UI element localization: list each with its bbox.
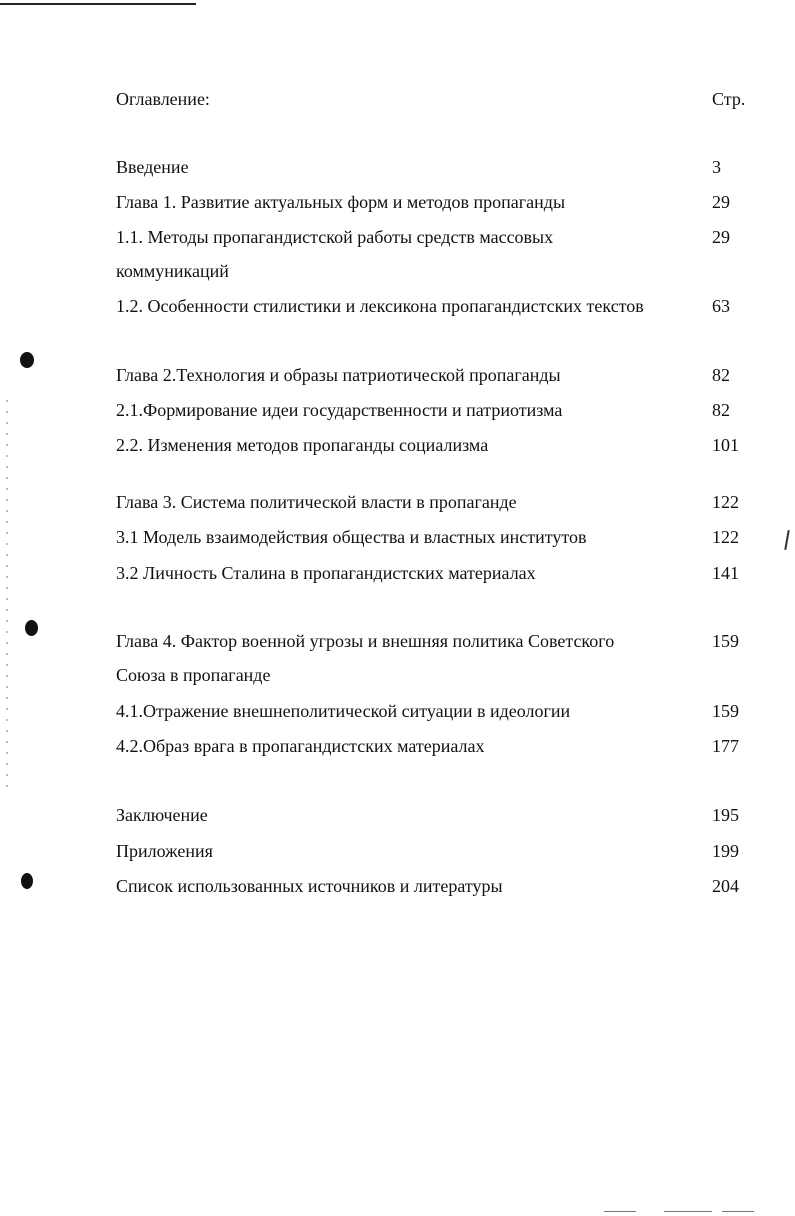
toc-entry-label: 1.1. Методы пропагандистской работы средств массовых <box>116 227 554 247</box>
toc-entry <box>116 358 746 392</box>
toc-entry-label: 3.2 Личность Сталина в пропагандистских материалах <box>116 563 536 583</box>
toc-entry-label: Введение <box>116 157 189 177</box>
toc-entry <box>116 289 746 323</box>
toc-entry-page: 177 <box>712 736 739 756</box>
toc-entry-page: 159 <box>712 701 739 721</box>
toc-entry-label: Приложения <box>116 841 213 861</box>
toc-entry <box>116 869 746 903</box>
toc-entry <box>116 185 746 219</box>
toc-entry-page: 159 <box>712 631 739 651</box>
toc-entry-label: Глава 2.Технология и образы патриотической пропаганды <box>116 365 561 385</box>
bottom-dash-2 <box>664 1211 712 1212</box>
toc-entry-page: 199 <box>712 841 739 861</box>
toc-entry-label: Список использованных источников и литературы <box>116 876 503 896</box>
toc-entry-page: 122 <box>712 492 739 512</box>
toc-entry-label: Глава 1. Развитие актуальных форм и методов пропаганды <box>116 192 566 212</box>
toc-entry-label: 3.1 Модель взаимодействия общества и властных институтов <box>116 527 587 547</box>
scan-mark <box>784 530 789 550</box>
toc-entry-label: 2.2. Изменения методов пропаганды социализма <box>116 435 489 455</box>
toc-entry <box>116 220 746 281</box>
toc-entry <box>116 428 746 462</box>
toc-entry <box>116 520 746 554</box>
toc-entry-page: 3 <box>712 157 721 177</box>
toc-title: Оглавление: <box>116 89 210 109</box>
toc-entry <box>116 556 746 590</box>
toc-entry <box>116 624 746 685</box>
page-column-heading: Стр. <box>712 89 746 109</box>
toc-entry-label-continued: Союза в пропаганде <box>116 665 271 685</box>
top-edge-line <box>0 3 196 5</box>
punch-hole-1 <box>20 352 34 368</box>
toc-entry-label-continued: коммуникаций <box>116 261 229 281</box>
toc-entry-page: 101 <box>712 435 739 455</box>
toc-entry <box>116 393 746 427</box>
toc-entry-page: 195 <box>712 805 739 825</box>
toc-entry-page: 204 <box>712 876 739 896</box>
toc-entry <box>116 729 746 763</box>
toc-entry-page: 82 <box>712 365 730 385</box>
toc-entry <box>116 834 746 868</box>
toc-entry-label: 2.1.Формирование идеи государственности и патриотизма <box>116 400 563 420</box>
toc-entry-label: Глава 4. Фактор военной угрозы и внешняя политика Советского <box>116 631 615 651</box>
punch-hole-3 <box>21 873 33 889</box>
toc-header <box>116 82 746 116</box>
punch-hole-2 <box>25 620 38 636</box>
toc-entry <box>116 798 746 832</box>
toc-entry-page: 29 <box>712 192 730 212</box>
toc-entry <box>116 485 746 519</box>
bottom-dash-1 <box>604 1211 636 1212</box>
toc-entry-label: 1.2. Особенности стилистики и лексикона пропагандистских текстов <box>116 296 644 316</box>
toc-entry-label: 4.2.Образ врага в пропагандистских материалах <box>116 736 485 756</box>
toc-entry-page: 122 <box>712 527 739 547</box>
toc-entry <box>116 694 746 728</box>
toc-entry-label: Заключение <box>116 805 208 825</box>
toc-entry-page: 29 <box>712 227 730 247</box>
toc-entry-page: 82 <box>712 400 730 420</box>
toc-entry-page: 141 <box>712 563 739 583</box>
scan-specks <box>6 400 8 790</box>
bottom-dash-3 <box>722 1211 754 1212</box>
toc-entry-page: 63 <box>712 296 730 316</box>
toc-entry-label: 4.1.Отражение внешнеполитической ситуации в идеологии <box>116 701 571 721</box>
toc-entry <box>116 150 746 184</box>
toc-entry-label: Глава 3. Система политической власти в пропаганде <box>116 492 517 512</box>
